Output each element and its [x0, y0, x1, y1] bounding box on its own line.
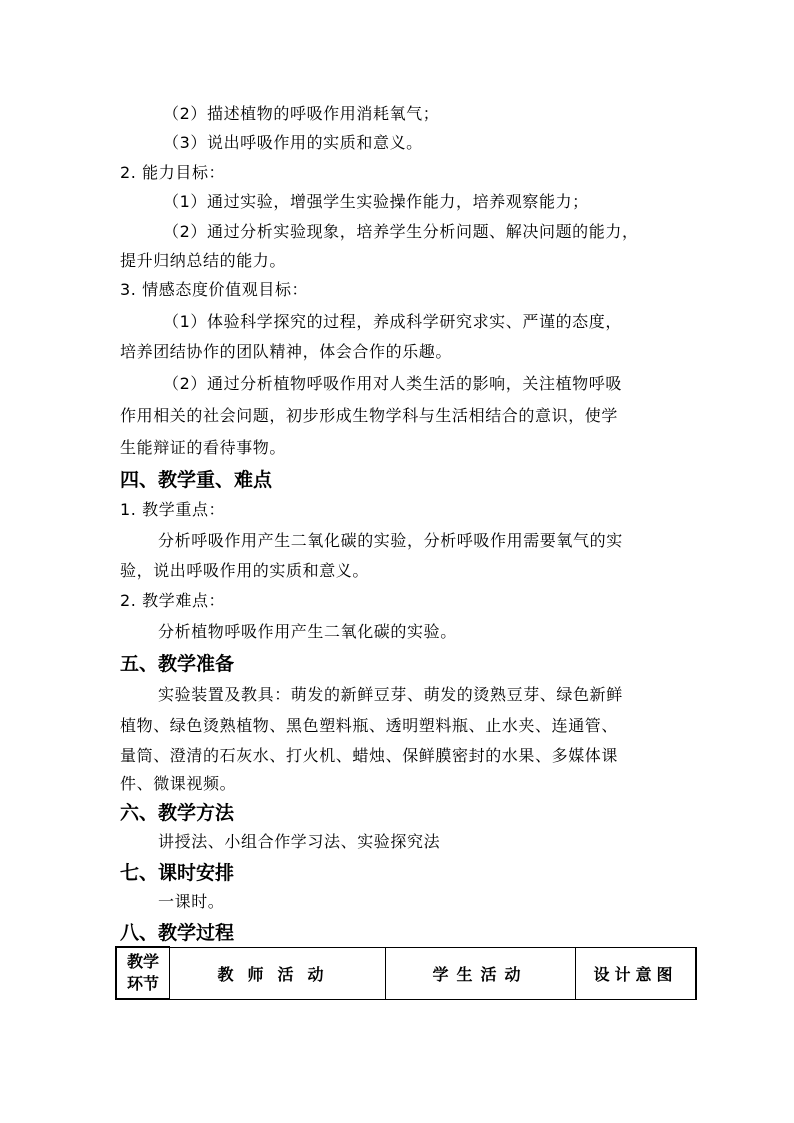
ability-item-2-line-1: （2）通过分析实验现象，培养学生分析问题、解决问题的能力， [163, 222, 639, 241]
prep-line-3: 量筒、澄清的石灰水、打火机、蜡烛、保鲜膜密封的水果、多媒体课 [120, 746, 619, 765]
emotion-item-2-line-3: 生能辩证的看待事物。 [120, 438, 287, 457]
header-stage-line-2: 环节 [126, 974, 159, 993]
difficulty-title: 2. 教学难点： [120, 591, 226, 610]
emotion-item-2-line-2: 作用相关的社会问题，初步形成生物学科与生活相结合的意识，使学 [120, 406, 619, 425]
prep-line-1: 实验装置及教具：萌发的新鲜豆芽、萌发的烫熟豆芽、绿色新鲜 [158, 685, 623, 704]
emotion-title: 3. 情感态度价值观目标： [120, 280, 309, 299]
header-teacher-activity: 教师活动 [170, 947, 386, 999]
section-6-heading: 六、教学方法 [120, 802, 235, 824]
method-line-1: 讲授法、小组合作学习法、实验探究法 [158, 832, 441, 851]
focus-line-1: 分析呼吸作用产生二氧化碳的实验，分析呼吸作用需要氧气的实 [158, 531, 623, 550]
prep-line-4: 件、微课视频。 [120, 774, 237, 793]
ability-title: 2. 能力目标： [120, 163, 226, 182]
section-5-heading: 五、教学准备 [120, 653, 235, 675]
teaching-process-table [115, 946, 697, 1000]
focus-line-2: 验，说出呼吸作用的实质和意义。 [120, 561, 370, 580]
header-student-activity: 学生活动 [386, 947, 576, 999]
emotion-item-2-line-1: （2）通过分析植物呼吸作用对人类生活的影响，关注植物呼吸 [163, 374, 622, 393]
schedule-line-1: 一课时。 [158, 892, 225, 911]
focus-title: 1. 教学重点： [120, 500, 226, 519]
header-design-intent: 设计意图 [576, 947, 697, 999]
header-stage [116, 947, 170, 999]
ability-item-2-line-2: 提升归纳总结的能力。 [120, 251, 287, 270]
section-4-heading: 四、教学重、难点 [120, 469, 273, 491]
difficulty-line-1: 分析植物呼吸作用产生二氧化碳的实验。 [158, 622, 457, 641]
prep-line-2: 植物、绿色烫熟植物、黑色塑料瓶、透明塑料瓶、止水夹、连通管、 [120, 716, 619, 735]
header-stage-line-1: 教学 [126, 952, 159, 971]
knowledge-item-3: （3）说出呼吸作用的实质和意义。 [163, 133, 423, 152]
knowledge-item-2: （2）描述植物的呼吸作用消耗氧气； [163, 104, 440, 123]
table-header-row [116, 947, 696, 999]
section-7-heading: 七、课时安排 [120, 862, 235, 884]
ability-item-1: （1）通过实验，增强学生实验操作能力，培养观察能力； [163, 192, 589, 211]
emotion-item-1-line-2: 培养团结协作的团队精神，体会合作的乐趣。 [120, 342, 453, 361]
section-8-heading: 八、教学过程 [120, 922, 235, 944]
emotion-item-1-line-1: （1）体验科学探究的过程，养成科学研究求实、严谨的态度， [163, 312, 622, 331]
